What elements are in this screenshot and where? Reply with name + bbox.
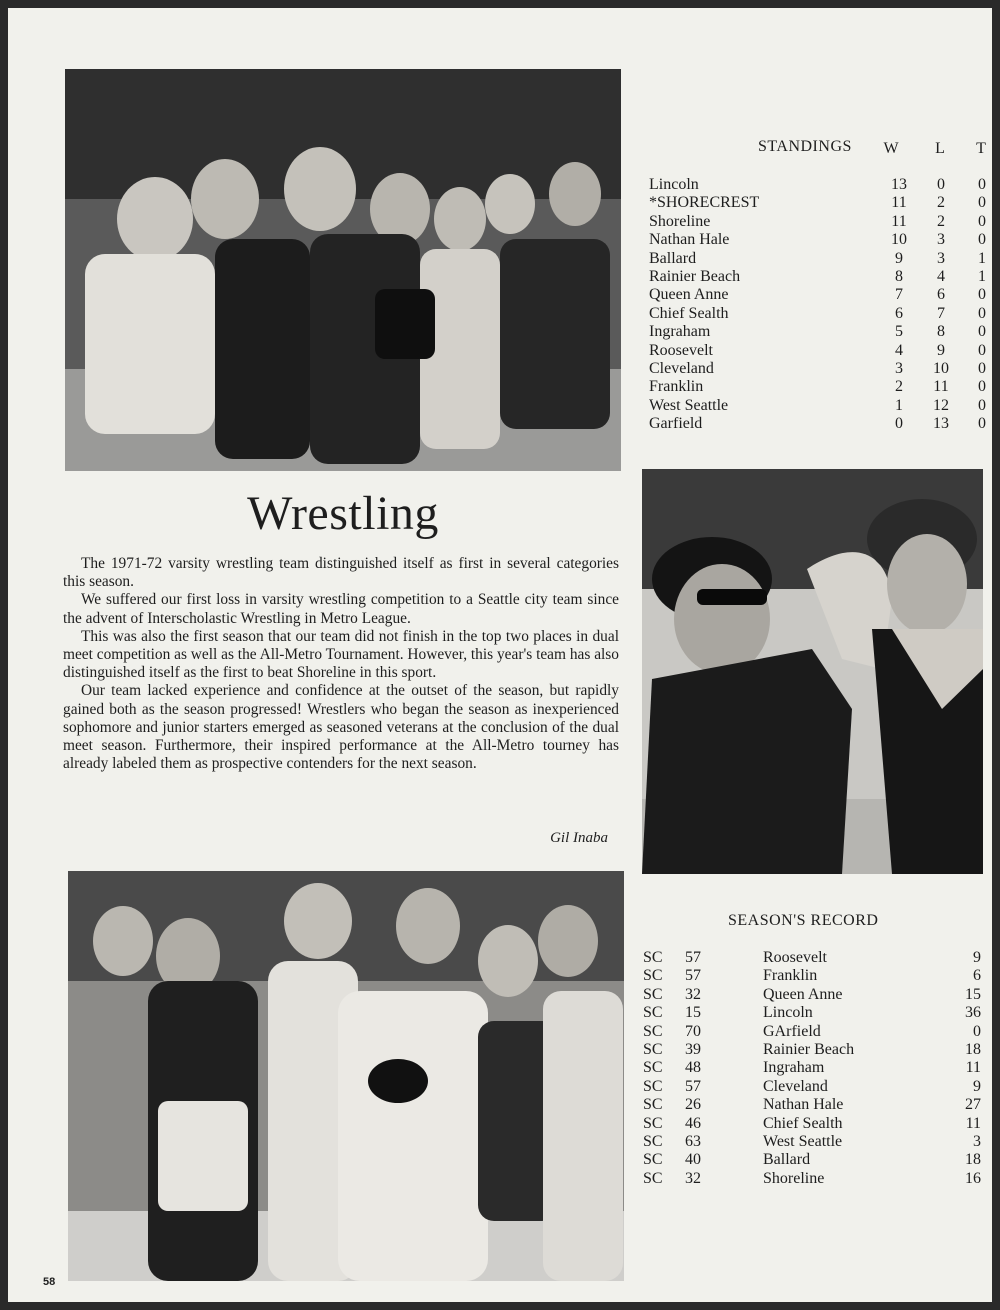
standings-losses: 8: [937, 323, 945, 341]
standings-ties: 0: [978, 341, 986, 359]
standings-row: [643, 231, 986, 249]
record-opponent-score: 9: [973, 1077, 981, 1095]
standings-row: [643, 341, 986, 360]
record-sc-score: 46: [685, 1114, 701, 1132]
standings-losses: 9: [937, 341, 945, 359]
record-team-label: SC: [643, 1096, 663, 1114]
record-row: [643, 949, 983, 967]
season-record-title: SEASON'S RECORD: [728, 912, 879, 929]
record-row: [643, 1096, 983, 1114]
standings-team-name: Nathan Hale: [649, 231, 730, 249]
standings-wins: 3: [895, 359, 903, 377]
standings-team-name: Shoreline: [649, 212, 711, 230]
standings-table: [643, 138, 986, 433]
record-team-label: SC: [643, 1040, 663, 1058]
record-row: [643, 1041, 983, 1059]
bench-photo-art: [65, 69, 621, 471]
coach-photo: [642, 469, 983, 874]
record-opponent-score: 3: [973, 1132, 981, 1150]
standings-wins: 4: [895, 341, 903, 359]
standings-losses: 4: [937, 267, 945, 285]
record-opponent-score: 27: [965, 1096, 981, 1114]
column-header-losses: L: [935, 140, 945, 157]
record-opponent-score: 16: [965, 1169, 981, 1187]
standings-losses: 3: [937, 249, 945, 267]
record-opponent: Franklin: [763, 967, 818, 985]
standings-row: [643, 396, 986, 415]
record-sc-score: 57: [685, 967, 701, 985]
standings-team-name: West Seattle: [649, 396, 729, 414]
huddle-photo-art: [68, 871, 624, 1281]
standings-row: [643, 304, 986, 323]
standings-ties: 0: [978, 304, 986, 322]
standings-wins: 0: [895, 415, 903, 433]
record-sc-score: 40: [685, 1151, 701, 1169]
column-header-wins: W: [883, 140, 899, 157]
standings-team-name: Cleveland: [649, 359, 714, 377]
standings-row: [643, 378, 986, 396]
standings-losses: 11: [933, 378, 949, 396]
article-body: [63, 555, 619, 773]
record-team-label: SC: [643, 1022, 663, 1040]
standings-wins: 13: [891, 176, 907, 193]
record-opponent: Cleveland: [763, 1077, 828, 1095]
standings-wins: 2: [895, 378, 903, 396]
standings-ties: 0: [978, 396, 986, 414]
record-sc-score: 63: [685, 1132, 701, 1150]
standings-wins: 9: [895, 249, 903, 267]
coach-photo-art: [642, 469, 983, 874]
record-row: [643, 1115, 983, 1133]
standings-losses: 0: [937, 176, 945, 193]
standings-wins: 7: [895, 286, 903, 304]
record-opponent: Lincoln: [763, 1004, 813, 1022]
standings-team-name: Franklin: [649, 378, 704, 396]
standings-ties: 0: [978, 194, 986, 212]
record-team-label: SC: [643, 1114, 663, 1132]
standings-losses: 2: [937, 212, 945, 230]
standings-row: [643, 194, 986, 212]
column-header-ties: T: [976, 140, 986, 157]
standings-losses: 6: [937, 286, 945, 304]
record-row: [643, 986, 983, 1004]
standings-ties: 0: [978, 415, 986, 433]
page-number: 58: [43, 1276, 56, 1288]
standings-row: [643, 267, 986, 286]
standings-row: [643, 249, 986, 268]
standings-ties: 1: [978, 267, 986, 285]
record-opponent: Nathan Hale: [763, 1096, 844, 1114]
record-row: [643, 1023, 983, 1041]
standings-wins: 5: [895, 323, 903, 341]
record-sc-score: 70: [685, 1022, 701, 1040]
standings-ties: 0: [978, 176, 986, 193]
standings-losses: 12: [933, 396, 949, 414]
record-opponent-score: 18: [965, 1151, 981, 1169]
record-sc-score: 32: [685, 1169, 701, 1187]
standings-losses: 3: [937, 231, 945, 249]
record-sc-score: 26: [685, 1096, 701, 1114]
record-opponent: Ingraham: [763, 1059, 825, 1077]
record-team-label: SC: [643, 1151, 663, 1169]
standings-row: [643, 176, 986, 194]
standings-losses: 13: [933, 415, 949, 433]
record-opponent: Queen Anne: [763, 985, 843, 1003]
record-sc-score: 32: [685, 985, 701, 1003]
record-opponent-score: 18: [965, 1040, 981, 1058]
standings-losses: 7: [937, 304, 945, 322]
record-sc-score: 57: [685, 1077, 701, 1095]
standings-ties: 1: [978, 249, 986, 267]
standings-losses: 10: [933, 359, 949, 377]
record-opponent-score: 9: [973, 949, 981, 966]
standings-row: [643, 286, 986, 304]
standings-wins: 1: [895, 396, 903, 414]
standings-team-name: Lincoln: [649, 176, 699, 193]
record-sc-score: 57: [685, 949, 701, 966]
record-row: [643, 967, 983, 985]
record-opponent: GArfield: [763, 1022, 821, 1040]
standings-wins: 10: [891, 231, 907, 249]
standings-wins: 11: [891, 194, 907, 212]
standings-team-name: Rainier Beach: [649, 267, 741, 285]
team-huddle-photo: [68, 871, 624, 1281]
standings-team-name: Garfield: [649, 415, 703, 433]
standings-ties: 0: [978, 378, 986, 396]
record-sc-score: 39: [685, 1040, 701, 1058]
record-opponent: Roosevelt: [763, 949, 827, 966]
article-paragraph: The 1971-72 varsity wrestling team distinguished itself as first in several categories this season.: [63, 555, 619, 591]
season-record-rows: [643, 949, 983, 1188]
record-row: [643, 1133, 983, 1151]
record-row: [643, 1170, 983, 1188]
standings-team-name: Ingraham: [649, 323, 711, 341]
standings-losses: 2: [937, 194, 945, 212]
standings-ties: 0: [978, 286, 986, 304]
standings-team-name: Ballard: [649, 249, 697, 267]
record-sc-score: 48: [685, 1059, 701, 1077]
standings-wins: 8: [895, 267, 903, 285]
yearbook-page: [8, 8, 992, 1302]
record-team-label: SC: [643, 1132, 663, 1150]
record-team-label: SC: [643, 1004, 663, 1022]
record-opponent-score: 11: [965, 1114, 981, 1132]
standings-row: [643, 415, 986, 433]
article-paragraph: We suffered our first loss in varsity wrestling competition to a Seattle city team since the advent of Interscholastic Wrestling in Metro League.: [63, 591, 619, 627]
standings-title: STANDINGS: [758, 138, 852, 155]
record-row: [643, 1004, 983, 1022]
article-paragraph: Our team lacked experience and confidence at the outset of the season, but rapidly gained both as the season progressed! Wrestlers who began the season as inexperienced sophomore and junior starters emerged as seasoned veterans at the conclusion of the dual meet season. Furthermore, their inspired performance at the All-Metro tourney has already labeled them as prospective contenders for the next season.: [63, 682, 619, 773]
record-opponent-score: 6: [973, 967, 981, 985]
team-bench-photo: [65, 69, 621, 471]
record-opponent: Rainier Beach: [763, 1040, 855, 1058]
standings-wins: 6: [895, 304, 903, 322]
record-opponent: Chief Sealth: [763, 1114, 843, 1132]
standings-ties: 0: [978, 212, 986, 230]
article-byline: Gil Inaba: [550, 830, 608, 846]
record-team-label: SC: [643, 1077, 663, 1095]
standings-ties: 0: [978, 231, 986, 249]
record-sc-score: 15: [685, 1004, 701, 1022]
standings-ties: 0: [978, 359, 986, 377]
record-opponent-score: 15: [965, 985, 981, 1003]
record-row: [643, 1151, 983, 1169]
standings-team-name: Queen Anne: [649, 286, 729, 304]
standings-team-name: Chief Sealth: [649, 304, 729, 322]
record-opponent-score: 11: [965, 1059, 981, 1077]
record-team-label: SC: [643, 967, 663, 985]
page-title: Wrestling: [247, 487, 439, 540]
record-team-label: SC: [643, 949, 663, 966]
record-team-label: SC: [643, 1169, 663, 1187]
record-opponent: West Seattle: [763, 1132, 843, 1150]
record-opponent: Ballard: [763, 1151, 811, 1169]
standings-row: [643, 212, 986, 231]
record-team-label: SC: [643, 985, 663, 1003]
standings-team-name: *SHORECREST: [649, 194, 760, 212]
record-opponent: Shoreline: [763, 1169, 825, 1187]
record-opponent-score: 0: [973, 1022, 981, 1040]
standings-row: [643, 359, 986, 378]
record-row: [643, 1059, 983, 1077]
standings-rows: [643, 176, 986, 433]
record-opponent-score: 36: [965, 1004, 981, 1022]
standings-ties: 0: [978, 323, 986, 341]
record-team-label: SC: [643, 1059, 663, 1077]
standings-wins: 11: [891, 212, 907, 230]
standings-header: [643, 138, 986, 166]
record-row: [643, 1078, 983, 1096]
standings-team-name: Roosevelt: [649, 341, 713, 359]
standings-row: [643, 323, 986, 341]
article-paragraph: This was also the first season that our team did not finish in the top two places in dual meet competition as well as the All-Metro Tournament. However, this year's team has also distinguished itself as the first to beat Shoreline in this sport.: [63, 627, 619, 682]
